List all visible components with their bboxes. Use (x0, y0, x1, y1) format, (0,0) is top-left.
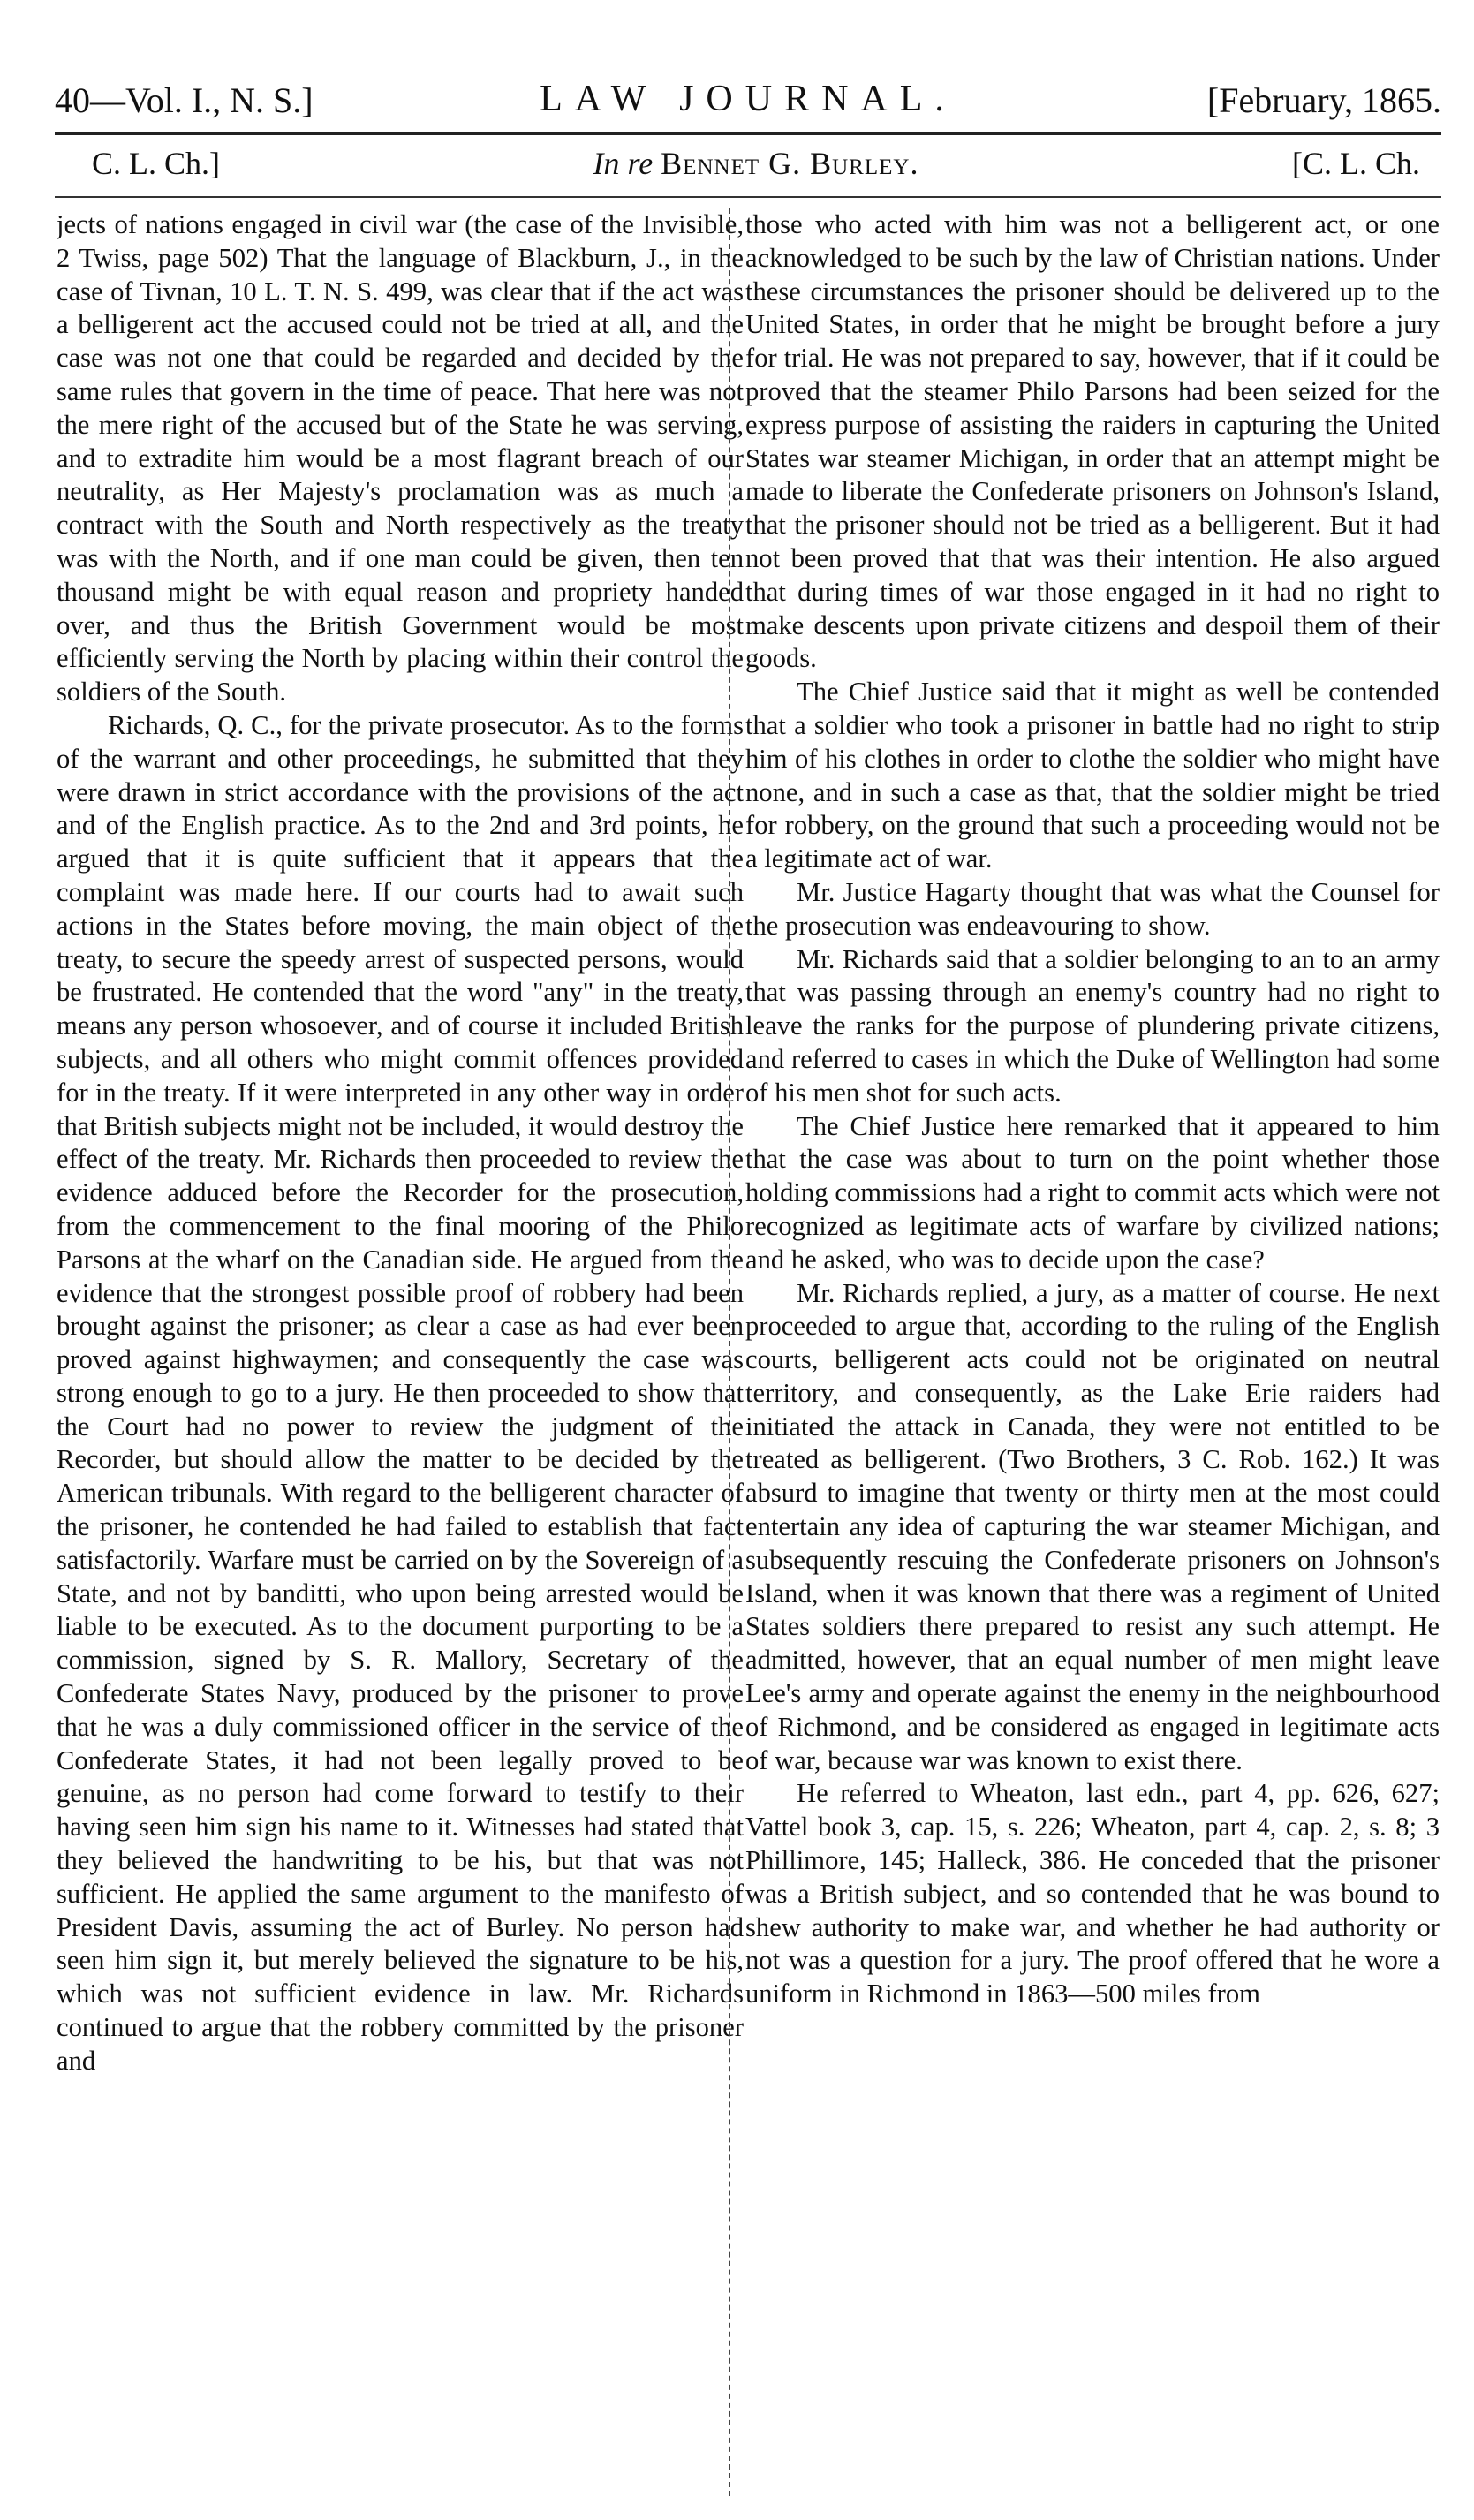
paragraph: those who acted with him was not a belligerent act, or one acknowledged to be such by the law of Christian nations. Under these circumstances the prisoner should be delivered up to the United States, in order that he might be brought before a jury for trial. He was not prepared to say, however, that if it could be proved that the steamer Philo Parsons had been seized for the express purpose of assisting the raiders in capturing the United States war steamer Michigan, in order that an attempt might be made to liberate the Confederate prisoners on Johnson's Island, that the prisoner should not be tried as a belligerent. But it had not been proved that that was their intention. He also argued that during times of war those engaged in it had no right to make descents upon private citizens and despoil them of their goods. (745, 209, 1440, 674)
masthead (55, 74, 1441, 129)
running-head-case (92, 145, 1420, 182)
paragraph: Richards, Q. C., for the private prosecutor. As to the forms of the warrant and other proceedings, he submitted that they were drawn in strict accordance with the provisions of the act and of the English practice. As to the 2nd and 3rd points, he argued that it is quite sufficient that it appears that the complaint was made here. If our courts had to await such actions in the States before moving, the main object of the treaty, to secure the speedy arrest of suspected persons, would be frustrated. He contended that the word "any" in the treaty, means any person whosoever, and of course it included British subjects, and all others who might commit offences provided for in the treaty. If it were interpreted in any other way in order that British subjects might not be included, it would destroy the effect of the treaty. Mr. Richards then proceeded to review the evidence adduced before the Recorder for the prosecution, from the commencement to the final mooring of the Philo Parsons at the wharf on the Canadian side. He argued from the evidence that the strongest possible proof of robbery had been brought against the prisoner; as clear a case as had ever been proved against highwaymen; and consequently the case was strong enough to go to a jury. He then proceeded to show that the Court had no power to review the judgment of the Recorder, but should allow the matter to be decided by the American tribunals. With regard to the belligerent character of the prisoner, he contended he had failed to establish that fact satisfactorily. Warfare must be carried on by the Sovereign of a State, and not by banditti, who upon being arrested would be liable to be executed. As to the document purporting to be a commission, signed by S. R. Mallory, Secretary of the Confederate States Navy, produced by the prisoner to prove that he was a duly commissioned officer in the service of the Confederate States, it had not been legally proved to be genuine, as no person had come forward to testify to their having seen him sign his name to it. Witnesses had stated that they believed the handwriting to be his, but that was not sufficient. He applied the same argument to the manifesto of President Davis, assuming the act of Burley. No person had seen him sign it, but merely believed the signature to be his, which was not sufficient evidence in law. Mr. Richards continued to argue that the robbery committed by the prisoner and (57, 709, 744, 2076)
paragraph: jects of nations engaged in civil war (the case of the Invisible, 2 Twiss, page 502) That the language of Blackburn, J., in the case of Tivnan, 10 L. T. N. S. 499, was clear that if the act was a belligerent act the accused could not be tried at all, and the case was not one that could be regarded and decided by the same rules that govern in the time of peace. That here was not the mere right of the accused but of the State he was serving, and to extradite him would be a most flagrant breach of our neutrality, as Her Majesty's proclamation was as much a contract with the South and North respectively as the treaty was with the North, and if one man could be given, then ten thousand might be with equal reason and propriety handed over, and thus the British Government would be most efficiently serving the North by placing within their control the soldiers of the South. (57, 209, 744, 708)
running-head-left: C. L. Ch.] (92, 146, 221, 181)
paragraph: The Chief Justice said that it might as well be contended that a soldier who took a prisoner in battle had no right to strip him of his clothes in order to clothe the soldier who might have none, and in such a case as that, that the soldier might be tried for robbery, on the ground that such a proceeding would not be a legitimate act of war. (745, 677, 1440, 874)
left-column (57, 208, 744, 2505)
masthead-volume: 40—Vol. I., N. S.] (55, 80, 314, 120)
running-head-in-re: In re (593, 146, 654, 181)
running-head (92, 143, 1420, 189)
paragraph: Mr. Justice Hagarty thought that was what the Counsel for the prosecution was endeavouring to show. (745, 876, 1440, 941)
paragraph: He referred to Wheaton, last edn., part 4, pp. 626, 627; Vattel book 3, cap. 15, s. 226; Wheaton, part 4, cap. 2, s. 8; 3 Phillimore, 145; Halleck, 386. He conceded that the prisoner was a British subject, and so contended that he was bound to shew authority to make war, and whether he had authority or not was a question for a jury. The proof offered that he wore a uniform in Richmond in 1863—500 miles from (745, 1778, 1440, 2009)
running-head-rule (55, 196, 1441, 198)
running-head-right: [C. L. Ch. (1291, 146, 1420, 181)
paragraph: Mr. Richards replied, a jury, as a matter of course. He next proceeded to argue that, according to the ruling of the English courts, belligerent acts could not be originated on neutral territory, and consequently, as the Lake Erie raiders had initiated the attack in Canada, they were not entitled to be treated as belligerent. (Two Brothers, 3 C. Rob. 162.) It was absurd to imagine that twenty or thirty men at the most could entertain any idea of capturing the war steamer Michigan, and subsequently rescuing the Confederate prisoners on Johnson's Island, when it was known that there was a regiment of United States soldiers there prepared to resist any such attempt. He admitted, however, that an equal number of men might leave Lee's army and operate against the enemy in the neighbourhood of Richmond, and be considered as engaged in legitimate acts of war, because war was known to exist there. (745, 1277, 1440, 1775)
masthead-title: LAW JOURNAL. (540, 79, 956, 119)
right-column (745, 208, 1440, 2505)
masthead-date: [February, 1865. (1206, 80, 1441, 120)
running-head-name: Bennet G. Burley. (661, 146, 919, 181)
column-divider (729, 208, 730, 2496)
masthead-rule (55, 132, 1441, 135)
paragraph: The Chief Justice here remarked that it appeared to him that the case was about to turn on the point whether those holding commissions had a right to commit acts which were not recognized as legitimate acts of warfare by civilized nations; and he asked, who was to decide upon the case? (745, 1110, 1440, 1275)
paragraph: Mr. Richards said that a soldier belonging to an to an army that was passing through an enemy's country had no right to leave the ranks for the purpose of plundering private citizens, and referred to cases in which the Duke of Wellington had some of his men shot for such acts. (745, 943, 1440, 1108)
